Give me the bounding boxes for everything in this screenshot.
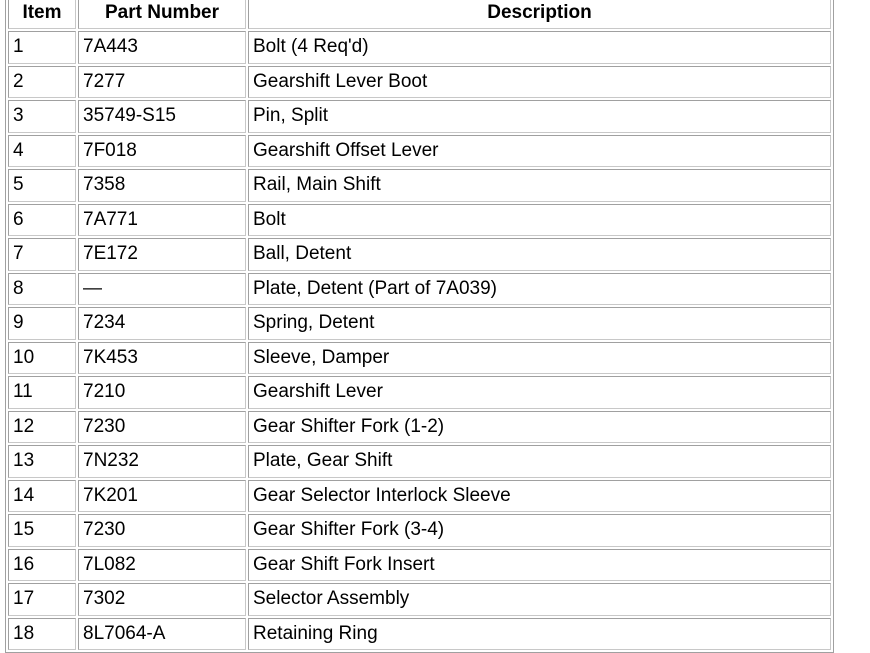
cell-part-number: 7K201	[78, 480, 246, 513]
cell-item: 1	[8, 31, 76, 64]
cell-item: 15	[8, 514, 76, 547]
table-row	[8, 135, 831, 168]
table-row	[8, 549, 831, 582]
cell-part-number: 7230	[78, 514, 246, 547]
cell-item: 6	[8, 204, 76, 237]
column-header-item: Item	[8, 0, 76, 29]
cell-description: Selector Assembly	[248, 583, 831, 616]
cell-part-number: 7A771	[78, 204, 246, 237]
cell-part-number: 7F018	[78, 135, 246, 168]
cell-item: 18	[8, 618, 76, 651]
cell-description: Plate, Gear Shift	[248, 445, 831, 478]
column-header-description: Description	[248, 0, 831, 29]
cell-item: 16	[8, 549, 76, 582]
cell-part-number: 8L7064-A	[78, 618, 246, 651]
parts-table	[5, 0, 834, 653]
cell-item: 14	[8, 480, 76, 513]
cell-part-number: 7210	[78, 376, 246, 409]
cell-description: Spring, Detent	[248, 307, 831, 340]
table-row	[8, 204, 831, 237]
column-header-part-number: Part Number	[78, 0, 246, 29]
cell-item: 4	[8, 135, 76, 168]
cell-item: 3	[8, 100, 76, 133]
cell-description: Gearshift Lever Boot	[248, 66, 831, 99]
cell-description: Ball, Detent	[248, 238, 831, 271]
table-row	[8, 480, 831, 513]
cell-item: 17	[8, 583, 76, 616]
cell-description: Gearshift Offset Lever	[248, 135, 831, 168]
cell-part-number: 7L082	[78, 549, 246, 582]
cell-item: 8	[8, 273, 76, 306]
table-row	[8, 100, 831, 133]
cell-description: Rail, Main Shift	[248, 169, 831, 202]
cell-item: 11	[8, 376, 76, 409]
cell-part-number: 7E172	[78, 238, 246, 271]
cell-description: Bolt	[248, 204, 831, 237]
cell-description: Bolt (4 Req'd)	[248, 31, 831, 64]
cell-item: 7	[8, 238, 76, 271]
cell-part-number: 7230	[78, 411, 246, 444]
table-header-row	[8, 0, 831, 29]
cell-description: Pin, Split	[248, 100, 831, 133]
cell-part-number: 7234	[78, 307, 246, 340]
table-row	[8, 514, 831, 547]
table-body	[8, 31, 831, 650]
table-row	[8, 618, 831, 651]
cell-part-number: 7277	[78, 66, 246, 99]
cell-item: 2	[8, 66, 76, 99]
cell-description: Gear Shifter Fork (3-4)	[248, 514, 831, 547]
cell-item: 9	[8, 307, 76, 340]
table-row	[8, 445, 831, 478]
cell-item: 5	[8, 169, 76, 202]
table-row	[8, 66, 831, 99]
cell-description: Plate, Detent (Part of 7A039)	[248, 273, 831, 306]
cell-description: Gear Shifter Fork (1-2)	[248, 411, 831, 444]
cell-description: Retaining Ring	[248, 618, 831, 651]
table-row	[8, 169, 831, 202]
table-row	[8, 238, 831, 271]
cell-description: Gear Shift Fork Insert	[248, 549, 831, 582]
cell-part-number: 7K453	[78, 342, 246, 375]
cell-description: Sleeve, Damper	[248, 342, 831, 375]
cell-item: 10	[8, 342, 76, 375]
table-row	[8, 307, 831, 340]
table-row	[8, 342, 831, 375]
cell-part-number: 7358	[78, 169, 246, 202]
cell-part-number: —	[78, 273, 246, 306]
table-row	[8, 583, 831, 616]
cell-item: 12	[8, 411, 76, 444]
cell-part-number: 7N232	[78, 445, 246, 478]
table-row	[8, 376, 831, 409]
cell-description: Gearshift Lever	[248, 376, 831, 409]
cell-item: 13	[8, 445, 76, 478]
table-row	[8, 411, 831, 444]
cell-part-number: 7302	[78, 583, 246, 616]
cell-part-number: 7A443	[78, 31, 246, 64]
cell-description: Gear Selector Interlock Sleeve	[248, 480, 831, 513]
cell-part-number: 35749-S15	[78, 100, 246, 133]
table-row	[8, 31, 831, 64]
table-row	[8, 273, 831, 306]
